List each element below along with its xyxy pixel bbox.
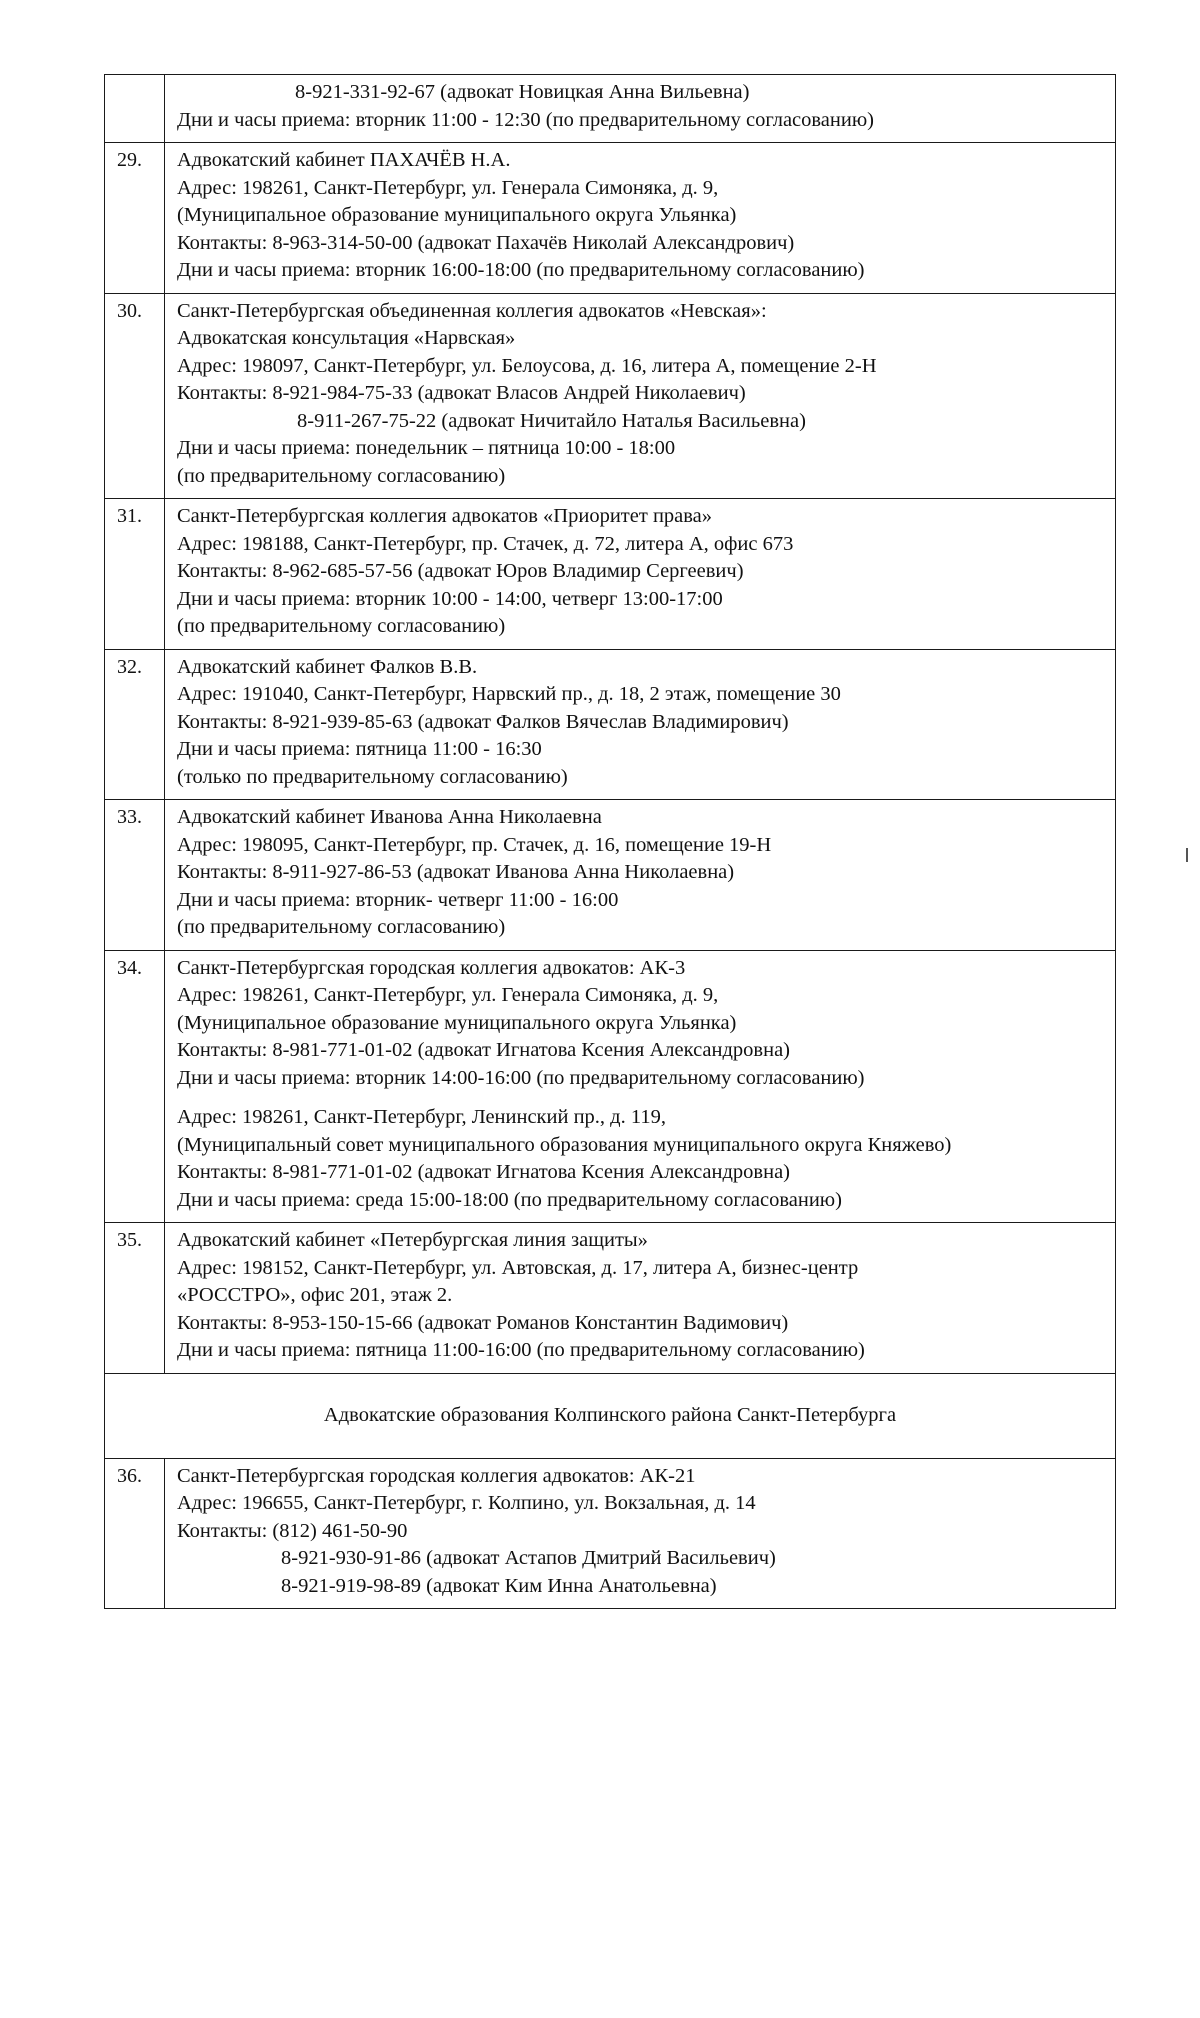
text-line: (только по предварительному согласованию) bbox=[177, 765, 568, 788]
text-line: Контакты: 8-963-314-50-00 (адвокат Пахачёв Николай Александрович) bbox=[177, 231, 795, 254]
row-content bbox=[165, 649, 1116, 800]
table-row bbox=[105, 499, 1116, 650]
text-line: Дни и часы приема: вторник 16:00-18:00 (по предварительному согласованию) bbox=[177, 259, 865, 281]
text-line: 8-921-919-98-89 (адвокат Ким Инна Анатольевна) bbox=[281, 1574, 717, 1597]
row-number: 30. bbox=[105, 293, 165, 499]
row-content bbox=[165, 293, 1116, 499]
row-number bbox=[105, 75, 165, 143]
text-line: Дни и часы приема: понедельник – пятница 10:00 - 18:00 bbox=[177, 437, 676, 459]
text-line: Адвокатский кабинет Фалков В.В. bbox=[177, 655, 478, 678]
table-row bbox=[105, 143, 1116, 294]
text-line: Адрес: 198188, Санкт-Петербург, пр. Стачек, д. 72, литера А, офис 673 bbox=[177, 532, 794, 555]
row-content bbox=[165, 800, 1116, 951]
text-line: Адвокатский кабинет «Петербургская линия защиты» bbox=[177, 1229, 648, 1251]
text-line: 8-911-267-75-22 (адвокат Ничитайло Наталья Васильевна) bbox=[297, 409, 806, 432]
text-line: Дни и часы приема: пятница 11:00-16:00 (по предварительному согласованию) bbox=[177, 1339, 865, 1361]
row-content bbox=[165, 75, 1116, 143]
text-line: Санкт-Петербургская городская коллегия адвокатов: АК-21 bbox=[177, 1464, 696, 1487]
text-line: Дни и часы приема: вторник 11:00 - 12:30 (по предварительному согласованию) bbox=[177, 108, 874, 131]
text-line: Адрес: 196655, Санкт-Петербург, г. Колпино, ул. Вокзальная, д. 14 bbox=[177, 1492, 756, 1514]
text-line: Санкт-Петербургская городская коллегия адвокатов: АК-3 bbox=[177, 956, 686, 979]
row-content bbox=[165, 1458, 1116, 1609]
table-row bbox=[105, 75, 1116, 143]
text-line: Дни и часы приема: вторник 14:00-16:00 (по предварительному согласованию) bbox=[177, 1066, 865, 1089]
table-row bbox=[105, 1458, 1116, 1609]
text-line: Контакты: 8-911-927-86-53 (адвокат Иванова Анна Николаевна) bbox=[177, 861, 735, 883]
table-row bbox=[105, 293, 1116, 499]
table-row bbox=[105, 649, 1116, 800]
scan-artifact bbox=[1186, 848, 1188, 862]
row-content bbox=[165, 1223, 1116, 1374]
text-line: Дни и часы приема: пятница 11:00 - 16:30 bbox=[177, 738, 542, 760]
row-number: 32. bbox=[105, 649, 165, 800]
text-line: Дни и часы приема: вторник- четверг 11:00 - 16:00 bbox=[177, 888, 619, 911]
text-line: (по предварительному согласованию) bbox=[177, 615, 506, 637]
section-heading: Адвокатские образования Колпинского района Санкт-Петербурга bbox=[105, 1373, 1116, 1458]
text-line: Контакты: (812) 461-50-90 bbox=[177, 1519, 408, 1542]
lawyer-registry-table bbox=[104, 74, 1116, 1609]
table-row bbox=[105, 1223, 1116, 1374]
table-row bbox=[105, 800, 1116, 951]
text-line: Дни и часы приема: вторник 10:00 - 14:00, четверг 13:00-17:00 bbox=[177, 587, 723, 610]
text-line: 8-921-331-92-67 (адвокат Новицкая Анна Вильевна) bbox=[295, 81, 750, 103]
text-line: Контакты: 8-962-685-57-56 (адвокат Юров Владимир Сергеевич) bbox=[177, 560, 744, 582]
text-line: Адрес: 198097, Санкт-Петербург, ул. Белоусова, д. 16, литера А, помещение 2-Н bbox=[177, 354, 877, 377]
text-line: Адвокатский кабинет Иванова Анна Николаевна bbox=[177, 806, 602, 828]
text-line: Адрес: 198152, Санкт-Петербург, ул. Автовская, д. 17, литера А, бизнес-центр bbox=[177, 1256, 859, 1279]
text-line: Контакты: 8-953-150-15-66 (адвокат Романов Константин Вадимович) bbox=[177, 1311, 789, 1334]
row-number: 31. bbox=[105, 499, 165, 650]
table-row bbox=[105, 950, 1116, 1223]
text-line: Адвокатская консультация «Нарвская» bbox=[177, 327, 516, 349]
row-number: 34. bbox=[105, 950, 165, 1223]
text-line: Адвокатский кабинет ПАХАЧЁВ Н.А. bbox=[177, 149, 511, 171]
text-line: Контакты: 8-981-771-01-02 (адвокат Игнатова Ксения Александровна) bbox=[177, 1161, 790, 1183]
text-line: Адрес: 198261, Санкт-Петербург, Ленинский пр., д. 119, bbox=[177, 1106, 666, 1128]
row-number: 33. bbox=[105, 800, 165, 951]
text-line: (Муниципальное образование муниципального округа Ульянка) bbox=[177, 204, 737, 226]
text-line: Адрес: 191040, Санкт-Петербург, Нарвский пр., д. 18, 2 этаж, помещение 30 bbox=[177, 683, 841, 705]
row-number: 29. bbox=[105, 143, 165, 294]
text-line: (Муниципальное образование муниципального округа Ульянка) bbox=[177, 1011, 737, 1034]
text-line: (по предварительному согласованию) bbox=[177, 916, 506, 938]
row-content bbox=[165, 950, 1116, 1223]
text-line: (по предварительному согласованию) bbox=[177, 464, 506, 487]
text-line: Адрес: 198261, Санкт-Петербург, ул. Генерала Симоняка, д. 9, bbox=[177, 176, 719, 199]
row-content bbox=[165, 143, 1116, 294]
text-line: Санкт-Петербургская объединенная коллегия адвокатов «Невская»: bbox=[177, 299, 767, 322]
text-line: Санкт-Петербургская коллегия адвокатов «Приоритет права» bbox=[177, 505, 713, 527]
text-line: «РОССТРО», офис 201, этаж 2. bbox=[177, 1284, 453, 1306]
text-line: Дни и часы приема: среда 15:00-18:00 (по предварительному согласованию) bbox=[177, 1188, 842, 1211]
row-content bbox=[165, 499, 1116, 650]
text-line: Адрес: 198095, Санкт-Петербург, пр. Стачек, д. 16, помещение 19-Н bbox=[177, 833, 772, 856]
section-row bbox=[105, 1373, 1116, 1458]
text-line: Контакты: 8-921-939-85-63 (адвокат Фалков Вячеслав Владимирович) bbox=[177, 710, 789, 733]
text-line: Контакты: 8-981-771-01-02 (адвокат Игнатова Ксения Александровна) bbox=[177, 1039, 790, 1061]
row-number: 36. bbox=[105, 1458, 165, 1609]
text-line: Контакты: 8-921-984-75-33 (адвокат Власов Андрей Николаевич) bbox=[177, 382, 746, 404]
text-line: (Муниципальный совет муниципального образования муниципального округа Княжево) bbox=[177, 1133, 952, 1156]
text-line: Адрес: 198261, Санкт-Петербург, ул. Генерала Симоняка, д. 9, bbox=[177, 984, 719, 1006]
paragraph-gap bbox=[177, 1092, 1107, 1104]
text-line: 8-921-930-91-86 (адвокат Астапов Дмитрий Васильевич) bbox=[281, 1547, 776, 1569]
row-number: 35. bbox=[105, 1223, 165, 1374]
